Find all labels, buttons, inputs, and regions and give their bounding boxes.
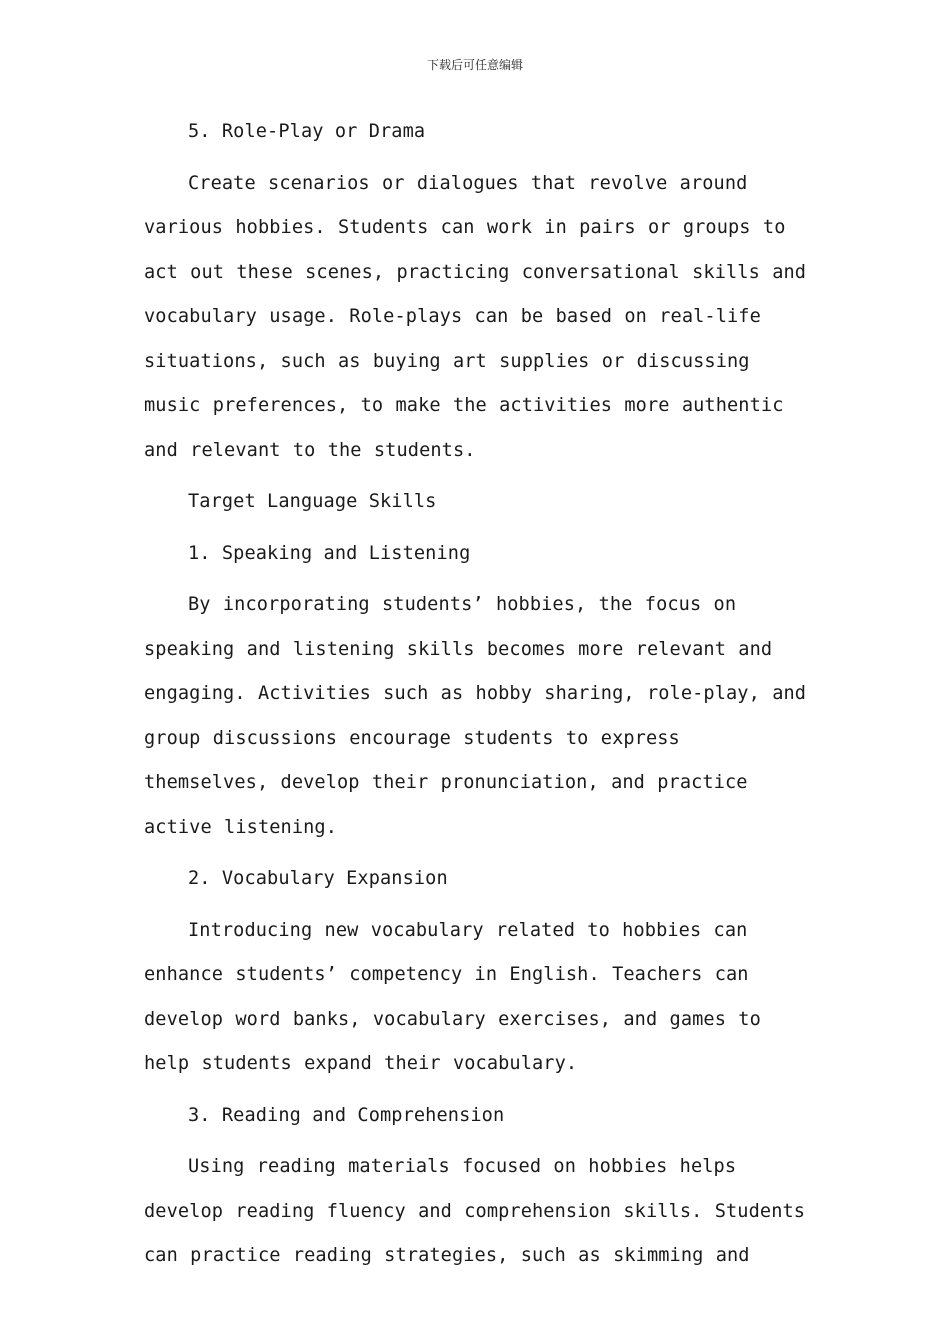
page-header: 下载后可任意编辑	[426, 58, 523, 72]
document-body	[144, 110, 809, 1286]
section-heading-target-skills: Target Language Skills	[188, 491, 437, 512]
section-heading-role-play: 5. Role-Play or Drama	[188, 121, 426, 142]
paragraph-speaking-listening: By incorporating students’ hobbies, the focus on speaking and listening skills becomes more relevant and engaging. Activities such as hobby sharing, role-play, and group discussions encourage students to express themselves, develop their pronunciation, and practice active listening.	[144, 594, 807, 838]
paragraph-role-play: Create scenarios or dialogues that revolve around various hobbies. Students can work in pairs or groups to act out these scenes, practicing conversational skills and vocabulary usage. Role-plays can be based on real-life situations, such as buying art supplies or discussing music preferences, to make the activities more authentic and relevant to the students.	[144, 172, 807, 461]
section-heading-reading: 3. Reading and Comprehension	[188, 1104, 505, 1126]
section-heading-vocabulary: 2. Vocabulary Expansion	[188, 868, 448, 889]
paragraph-reading: Using reading materials focused on hobbies helps develop reading fluency and comprehension skills. Students can practice reading strategies, such as skimming and	[144, 1156, 806, 1266]
section-heading-speaking-listening: 1. Speaking and Listening	[188, 542, 471, 564]
paragraph-vocabulary: Introducing new vocabulary related to hobbies can enhance students’ competency in English. Teachers can develop word banks, vocabulary exercises, and games to help students expand their vocabulary.	[144, 919, 761, 1074]
